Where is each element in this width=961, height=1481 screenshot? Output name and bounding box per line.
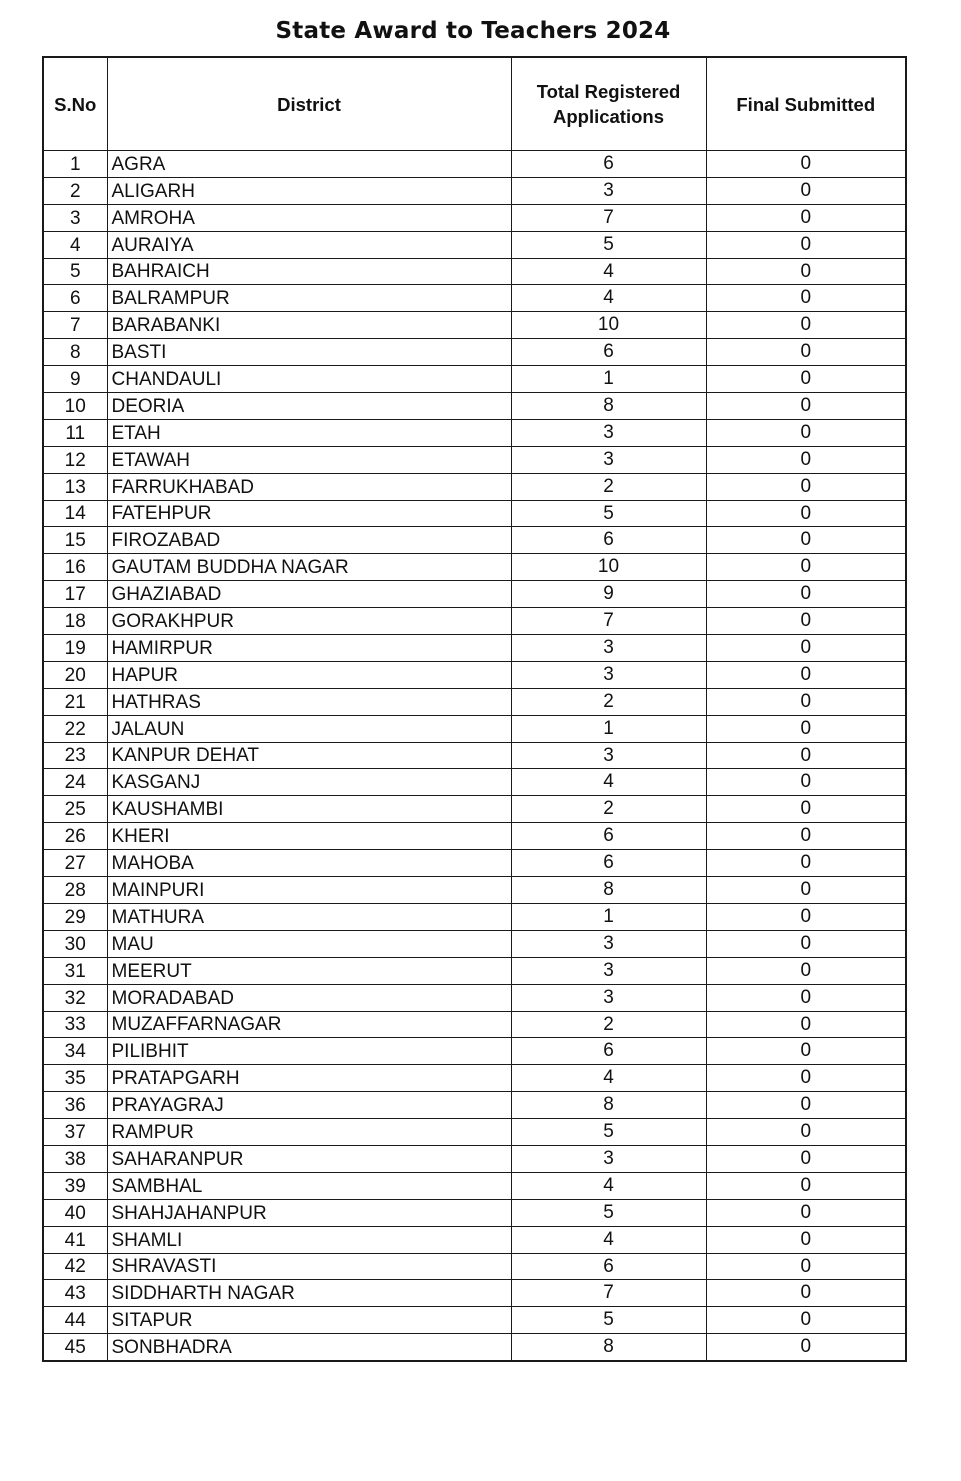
header-sno: S.No [43, 57, 107, 151]
cell-final-submitted: 0 [706, 850, 906, 877]
cell-sno: 14 [43, 500, 107, 527]
cell-sno: 32 [43, 984, 107, 1011]
cell-final-submitted: 0 [706, 366, 906, 393]
cell-final-submitted: 0 [706, 393, 906, 420]
cell-total-registered: 5 [511, 1199, 706, 1226]
table-row [43, 930, 906, 957]
cell-district: AGRA [107, 151, 511, 178]
cell-sno: 8 [43, 339, 107, 366]
cell-final-submitted: 0 [706, 715, 906, 742]
cell-final-submitted: 0 [706, 1065, 906, 1092]
cell-total-registered: 5 [511, 500, 706, 527]
cell-sno: 1 [43, 151, 107, 178]
cell-final-submitted: 0 [706, 1280, 906, 1307]
cell-sno: 13 [43, 473, 107, 500]
table-row [43, 850, 906, 877]
cell-sno: 30 [43, 930, 107, 957]
table-row [43, 1334, 906, 1361]
cell-total-registered: 2 [511, 688, 706, 715]
table-row [43, 1280, 906, 1307]
table-row [43, 877, 906, 904]
cell-district: GAUTAM BUDDHA NAGAR [107, 554, 511, 581]
cell-sno: 7 [43, 312, 107, 339]
cell-district: KANPUR DEHAT [107, 742, 511, 769]
table-row [43, 285, 906, 312]
district-applications-table [42, 56, 907, 1362]
cell-sno: 37 [43, 1119, 107, 1146]
cell-final-submitted: 0 [706, 608, 906, 635]
cell-sno: 27 [43, 850, 107, 877]
cell-total-registered: 6 [511, 151, 706, 178]
table-row [43, 1172, 906, 1199]
table-row [43, 608, 906, 635]
cell-sno: 24 [43, 769, 107, 796]
cell-total-registered: 7 [511, 204, 706, 231]
cell-total-registered: 3 [511, 1145, 706, 1172]
cell-total-registered: 6 [511, 339, 706, 366]
cell-district: MAINPURI [107, 877, 511, 904]
cell-district: CHANDAULI [107, 366, 511, 393]
cell-sno: 40 [43, 1199, 107, 1226]
cell-final-submitted: 0 [706, 688, 906, 715]
cell-district: FATEHPUR [107, 500, 511, 527]
cell-sno: 38 [43, 1145, 107, 1172]
table-row [43, 1038, 906, 1065]
cell-sno: 15 [43, 527, 107, 554]
table-row [43, 1119, 906, 1146]
table-row [43, 1092, 906, 1119]
cell-total-registered: 6 [511, 1253, 706, 1280]
table-row [43, 527, 906, 554]
cell-total-registered: 1 [511, 903, 706, 930]
cell-sno: 16 [43, 554, 107, 581]
cell-final-submitted: 0 [706, 1307, 906, 1334]
table-row [43, 1065, 906, 1092]
cell-sno: 10 [43, 393, 107, 420]
cell-final-submitted: 0 [706, 1253, 906, 1280]
header-row [43, 57, 906, 151]
cell-sno: 17 [43, 581, 107, 608]
cell-district: BALRAMPUR [107, 285, 511, 312]
cell-final-submitted: 0 [706, 742, 906, 769]
cell-district: GORAKHPUR [107, 608, 511, 635]
cell-total-registered: 3 [511, 177, 706, 204]
cell-final-submitted: 0 [706, 258, 906, 285]
cell-final-submitted: 0 [706, 984, 906, 1011]
cell-total-registered: 4 [511, 1172, 706, 1199]
cell-sno: 31 [43, 957, 107, 984]
cell-total-registered: 4 [511, 1065, 706, 1092]
cell-final-submitted: 0 [706, 500, 906, 527]
cell-final-submitted: 0 [706, 312, 906, 339]
cell-sno: 33 [43, 1011, 107, 1038]
cell-sno: 6 [43, 285, 107, 312]
cell-total-registered: 3 [511, 957, 706, 984]
cell-final-submitted: 0 [706, 769, 906, 796]
cell-total-registered: 3 [511, 984, 706, 1011]
cell-total-registered: 5 [511, 1119, 706, 1146]
cell-sno: 2 [43, 177, 107, 204]
cell-total-registered: 3 [511, 930, 706, 957]
cell-district: ETAH [107, 419, 511, 446]
cell-district: SAHARANPUR [107, 1145, 511, 1172]
table-row [43, 1199, 906, 1226]
cell-district: DEORIA [107, 393, 511, 420]
cell-district: BARABANKI [107, 312, 511, 339]
cell-total-registered: 10 [511, 554, 706, 581]
cell-total-registered: 6 [511, 527, 706, 554]
cell-sno: 4 [43, 231, 107, 258]
cell-final-submitted: 0 [706, 1092, 906, 1119]
cell-district: SHRAVASTI [107, 1253, 511, 1280]
cell-final-submitted: 0 [706, 554, 906, 581]
cell-district: PRATAPGARH [107, 1065, 511, 1092]
cell-sno: 28 [43, 877, 107, 904]
header-total-registered: Total Registered Applications [511, 57, 706, 151]
table-row [43, 1011, 906, 1038]
cell-total-registered: 1 [511, 366, 706, 393]
table-row [43, 823, 906, 850]
table-row [43, 903, 906, 930]
cell-district: AURAIYA [107, 231, 511, 258]
cell-total-registered: 8 [511, 1092, 706, 1119]
cell-sno: 20 [43, 661, 107, 688]
cell-total-registered: 3 [511, 742, 706, 769]
cell-sno: 22 [43, 715, 107, 742]
cell-sno: 11 [43, 419, 107, 446]
cell-district: KHERI [107, 823, 511, 850]
cell-total-registered: 8 [511, 393, 706, 420]
cell-total-registered: 6 [511, 1038, 706, 1065]
cell-final-submitted: 0 [706, 1038, 906, 1065]
cell-district: AMROHA [107, 204, 511, 231]
cell-district: KAUSHAMBI [107, 796, 511, 823]
cell-district: SAMBHAL [107, 1172, 511, 1199]
cell-total-registered: 6 [511, 850, 706, 877]
cell-district: KASGANJ [107, 769, 511, 796]
cell-district: HATHRAS [107, 688, 511, 715]
cell-sno: 25 [43, 796, 107, 823]
cell-total-registered: 3 [511, 446, 706, 473]
cell-total-registered: 2 [511, 473, 706, 500]
cell-final-submitted: 0 [706, 661, 906, 688]
table-row [43, 177, 906, 204]
cell-sno: 18 [43, 608, 107, 635]
cell-final-submitted: 0 [706, 823, 906, 850]
cell-district: SHAHJAHANPUR [107, 1199, 511, 1226]
cell-final-submitted: 0 [706, 231, 906, 258]
cell-final-submitted: 0 [706, 957, 906, 984]
cell-total-registered: 5 [511, 231, 706, 258]
cell-final-submitted: 0 [706, 1199, 906, 1226]
table-row [43, 204, 906, 231]
cell-district: GHAZIABAD [107, 581, 511, 608]
cell-sno: 45 [43, 1334, 107, 1361]
table-row [43, 661, 906, 688]
cell-total-registered: 7 [511, 608, 706, 635]
cell-total-registered: 4 [511, 1226, 706, 1253]
page-title: State Award to Teachers 2024 [275, 18, 671, 44]
cell-final-submitted: 0 [706, 177, 906, 204]
table-row [43, 984, 906, 1011]
table-row [43, 1226, 906, 1253]
table-row [43, 446, 906, 473]
table-header [43, 57, 906, 151]
cell-sno: 42 [43, 1253, 107, 1280]
cell-sno: 41 [43, 1226, 107, 1253]
table-row [43, 231, 906, 258]
cell-sno: 36 [43, 1092, 107, 1119]
cell-district: MEERUT [107, 957, 511, 984]
cell-total-registered: 9 [511, 581, 706, 608]
cell-final-submitted: 0 [706, 151, 906, 178]
cell-sno: 35 [43, 1065, 107, 1092]
cell-final-submitted: 0 [706, 903, 906, 930]
cell-total-registered: 4 [511, 285, 706, 312]
cell-total-registered: 2 [511, 1011, 706, 1038]
cell-final-submitted: 0 [706, 1011, 906, 1038]
cell-total-registered: 4 [511, 258, 706, 285]
cell-district: MATHURA [107, 903, 511, 930]
cell-final-submitted: 0 [706, 930, 906, 957]
cell-total-registered: 10 [511, 312, 706, 339]
cell-final-submitted: 0 [706, 446, 906, 473]
cell-district: MUZAFFARNAGAR [107, 1011, 511, 1038]
cell-sno: 3 [43, 204, 107, 231]
table-row [43, 366, 906, 393]
cell-sno: 43 [43, 1280, 107, 1307]
cell-sno: 29 [43, 903, 107, 930]
cell-sno: 21 [43, 688, 107, 715]
cell-total-registered: 8 [511, 877, 706, 904]
cell-district: SITAPUR [107, 1307, 511, 1334]
table-row [43, 581, 906, 608]
table-body [43, 151, 906, 1362]
cell-district: MAHOBA [107, 850, 511, 877]
table-row [43, 500, 906, 527]
cell-final-submitted: 0 [706, 1145, 906, 1172]
cell-final-submitted: 0 [706, 285, 906, 312]
cell-total-registered: 3 [511, 419, 706, 446]
table-row [43, 258, 906, 285]
cell-sno: 5 [43, 258, 107, 285]
cell-final-submitted: 0 [706, 635, 906, 662]
cell-final-submitted: 0 [706, 1119, 906, 1146]
table-row [43, 554, 906, 581]
table-row [43, 339, 906, 366]
cell-sno: 44 [43, 1307, 107, 1334]
cell-total-registered: 5 [511, 1307, 706, 1334]
table-row [43, 635, 906, 662]
cell-sno: 23 [43, 742, 107, 769]
cell-district: ETAWAH [107, 446, 511, 473]
cell-total-registered: 4 [511, 769, 706, 796]
table-row [43, 1307, 906, 1334]
cell-district: ALIGARH [107, 177, 511, 204]
cell-final-submitted: 0 [706, 527, 906, 554]
table-row [43, 393, 906, 420]
cell-final-submitted: 0 [706, 581, 906, 608]
table-row [43, 419, 906, 446]
table-row [43, 957, 906, 984]
cell-total-registered: 2 [511, 796, 706, 823]
table-row [43, 151, 906, 178]
table-row [43, 769, 906, 796]
table-row [43, 688, 906, 715]
cell-final-submitted: 0 [706, 204, 906, 231]
cell-sno: 39 [43, 1172, 107, 1199]
table-row [43, 1253, 906, 1280]
cell-sno: 12 [43, 446, 107, 473]
cell-sno: 19 [43, 635, 107, 662]
table-row [43, 1145, 906, 1172]
cell-total-registered: 6 [511, 823, 706, 850]
cell-total-registered: 8 [511, 1334, 706, 1361]
cell-total-registered: 3 [511, 635, 706, 662]
cell-sno: 34 [43, 1038, 107, 1065]
cell-district: SONBHADRA [107, 1334, 511, 1361]
cell-total-registered: 3 [511, 661, 706, 688]
cell-final-submitted: 0 [706, 877, 906, 904]
cell-district: BASTI [107, 339, 511, 366]
cell-district: MAU [107, 930, 511, 957]
cell-total-registered: 7 [511, 1280, 706, 1307]
cell-district: PILIBHIT [107, 1038, 511, 1065]
cell-final-submitted: 0 [706, 419, 906, 446]
cell-sno: 26 [43, 823, 107, 850]
cell-district: FARRUKHABAD [107, 473, 511, 500]
header-district: District [107, 57, 511, 151]
table-row [43, 312, 906, 339]
cell-district: BAHRAICH [107, 258, 511, 285]
cell-district: JALAUN [107, 715, 511, 742]
cell-district: MORADABAD [107, 984, 511, 1011]
cell-district: PRAYAGRAJ [107, 1092, 511, 1119]
cell-district: FIROZABAD [107, 527, 511, 554]
cell-sno: 9 [43, 366, 107, 393]
cell-district: HAMIRPUR [107, 635, 511, 662]
cell-district: HAPUR [107, 661, 511, 688]
table-row [43, 473, 906, 500]
table-row [43, 796, 906, 823]
cell-final-submitted: 0 [706, 1334, 906, 1361]
cell-district: RAMPUR [107, 1119, 511, 1146]
cell-district: SIDDHARTH NAGAR [107, 1280, 511, 1307]
cell-final-submitted: 0 [706, 1172, 906, 1199]
cell-final-submitted: 0 [706, 796, 906, 823]
cell-final-submitted: 0 [706, 1226, 906, 1253]
cell-district: SHAMLI [107, 1226, 511, 1253]
cell-total-registered: 1 [511, 715, 706, 742]
table-row [43, 715, 906, 742]
header-final-submitted: Final Submitted [706, 57, 906, 151]
table-row [43, 742, 906, 769]
cell-final-submitted: 0 [706, 473, 906, 500]
cell-final-submitted: 0 [706, 339, 906, 366]
